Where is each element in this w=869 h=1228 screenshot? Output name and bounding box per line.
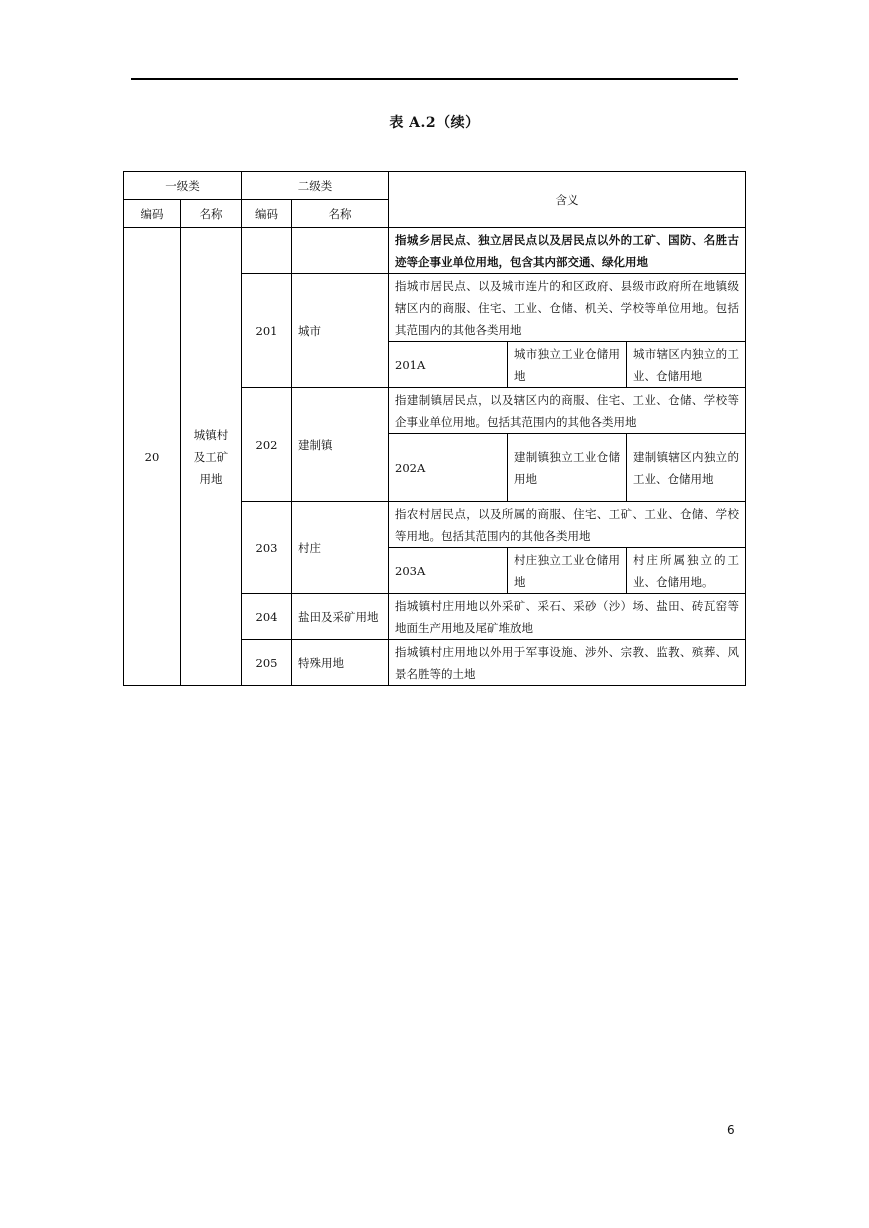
level1-name-cell: 城镇村及工矿用地 — [181, 228, 242, 686]
sub-code-cell: 203A — [389, 548, 508, 594]
sub-name-cell: 城市独立工业仓储用地 — [508, 342, 627, 388]
level2-code-cell: 202 — [242, 388, 292, 502]
header-level2-code: 编码 — [242, 200, 292, 228]
table-caption: 表 A.2（续） — [389, 115, 480, 131]
header-meaning: 含义 — [389, 172, 746, 228]
sub-meaning-cell: 城市辖区内独立的工业、仓储用地 — [627, 342, 746, 388]
level2-code-cell: 201 — [242, 274, 292, 388]
level2-name-cell: 特殊用地 — [292, 640, 389, 686]
level2-name-cell: 建制镇 — [292, 388, 389, 502]
level2-name-cell: 城市 — [292, 274, 389, 388]
header-level1-code: 编码 — [124, 200, 181, 228]
level1-code-cell: 20 — [124, 228, 181, 686]
sub-meaning-cell: 建制镇辖区内独立的工业、仓储用地 — [627, 434, 746, 502]
intro-meaning-cell: 指城乡居民点、独立居民点以及居民点以外的工矿、国防、名胜古迹等企事业单位用地，包含其内部交通、绿化用地 — [389, 228, 746, 274]
meaning-cell: 指城市居民点、以及城市连片的和区政府、县级市政府所在地镇级辖区内的商服、住宅、工业、仓储、机关、学校等单位用地。包括其范围内的其他各类用地 — [389, 274, 746, 342]
sub-name-cell: 村庄独立工业仓储用地 — [508, 548, 627, 594]
page-number: 6 — [727, 1123, 735, 1137]
meaning-cell: 指城镇村庄用地以外采矿、采石、采砂（沙）场、盐田、砖瓦窑等地面生产用地及尾矿堆放地 — [389, 594, 746, 640]
meaning-cell: 指农村居民点，以及所属的商服、住宅、工矿、工业、仓储、学校等用地。包括其范围内的其他各类用地 — [389, 502, 746, 548]
header-level1-name: 名称 — [181, 200, 242, 228]
header-level2: 二级类 — [242, 172, 389, 200]
header-level1: 一级类 — [124, 172, 242, 200]
level2-name-cell — [292, 228, 389, 274]
level2-code-cell: 203 — [242, 502, 292, 594]
header-level2-name: 名称 — [292, 200, 389, 228]
header-row-1 — [124, 172, 746, 200]
level2-name-cell: 村庄 — [292, 502, 389, 594]
level2-code-cell — [242, 228, 292, 274]
sub-code-cell: 201A — [389, 342, 508, 388]
meaning-cell: 指城镇村庄用地以外用于军事设施、涉外、宗教、监教、殡葬、风景名胜等的土地 — [389, 640, 746, 686]
sub-code-cell: 202A — [389, 434, 508, 502]
header-rule — [131, 78, 738, 80]
level2-code-cell: 204 — [242, 594, 292, 640]
meaning-cell: 指建制镇居民点，以及辖区内的商服、住宅、工业、仓储、学校等企事业单位用地。包括其范围内的其他各类用地 — [389, 388, 746, 434]
level2-name-cell: 盐田及采矿用地 — [292, 594, 389, 640]
land-use-table — [123, 171, 746, 686]
sub-name-cell: 建制镇独立工业仓储用地 — [508, 434, 627, 502]
sub-meaning-cell: 村庄所属独立的工业、仓储用地。 — [627, 548, 746, 594]
table-row — [124, 228, 746, 274]
level2-code-cell: 205 — [242, 640, 292, 686]
